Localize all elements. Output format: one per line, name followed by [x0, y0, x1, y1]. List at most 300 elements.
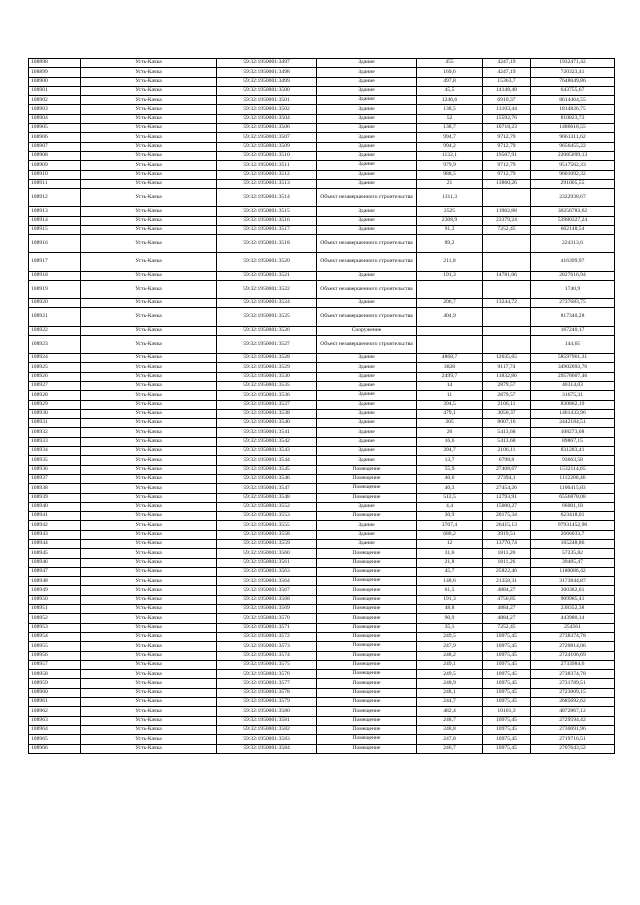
- row-number-cell: 108962: [29, 707, 81, 716]
- object-type-cell: Помещение: [317, 567, 417, 576]
- row-number-cell: 108926: [29, 372, 81, 381]
- cadastral-number-cell: 59:32:1950001:3582: [217, 725, 317, 734]
- area-cell: 249,5: [417, 632, 483, 641]
- table-row: [29, 725, 615, 734]
- row-number-cell: 108957: [29, 660, 81, 669]
- cadastral-value-cell: 89867,15: [531, 437, 615, 446]
- object-type-cell: Здание: [317, 391, 417, 400]
- object-type-cell: Здание: [317, 540, 417, 549]
- cadastral-number-cell: 59:32:1950001:3544: [217, 456, 317, 465]
- cadastral-value-cell: 1180086,42: [531, 567, 615, 576]
- cadastral-value-cell: 108273,68: [531, 428, 615, 437]
- area-cell: 1311,3: [417, 189, 483, 207]
- locality-cell: Усть-Качка: [81, 474, 217, 483]
- unit-cost-cell: 23379,24: [483, 216, 531, 225]
- area-cell: 35,1: [417, 623, 483, 632]
- area-cell: 512,5: [417, 493, 483, 502]
- row-number-cell: 108920: [29, 299, 81, 308]
- area-cell: 2308,9: [417, 216, 483, 225]
- table-row: [29, 114, 615, 123]
- table-row: [29, 189, 615, 207]
- row-number-cell: 108960: [29, 688, 81, 697]
- cadastral-number-cell: 59:32:1950001:3499: [217, 77, 317, 86]
- table-row: [29, 391, 615, 400]
- cadastral-value-cell: 1461433,96: [531, 409, 615, 418]
- object-type-cell: Помещение: [317, 558, 417, 567]
- object-type-cell: Объект незавершенного строительства: [317, 189, 417, 207]
- cadastral-value-cell: 2827616,94: [531, 271, 615, 280]
- area-cell: 994,2: [417, 142, 483, 151]
- area-cell: 249,5: [417, 670, 483, 679]
- locality-cell: Усть-Качка: [81, 105, 217, 114]
- cadastral-value-cell: 224313,6: [531, 235, 615, 253]
- row-number-cell: 108953: [29, 623, 81, 632]
- area-cell: 14: [417, 381, 483, 390]
- table-row: [29, 558, 615, 567]
- area-cell: 249,1: [417, 660, 483, 669]
- cadastral-value-cell: 1532114,65: [531, 465, 615, 474]
- cadastral-number-cell: 59:32:1950001:3515: [217, 207, 317, 216]
- cadastral-value-cell: 167240,17: [531, 326, 615, 335]
- unit-cost-cell: 20175,34: [483, 512, 531, 521]
- locality-cell: Усть-Качка: [81, 363, 217, 372]
- locality-cell: Усть-Качка: [81, 409, 217, 418]
- row-number-cell: 108958: [29, 670, 81, 679]
- row-number-cell: 108964: [29, 725, 81, 734]
- area-cell: 45,7: [417, 567, 483, 576]
- area-cell: 12: [417, 540, 483, 549]
- row-number-cell: 108954: [29, 632, 81, 641]
- cadastral-number-cell: 59:32:1950001:3527: [217, 335, 317, 353]
- unit-cost-cell: 25822,46: [483, 567, 531, 576]
- unit-cost-cell: 10718,23: [483, 124, 531, 133]
- table-row: [29, 207, 615, 216]
- cadastral-value-cell: 40314,03: [531, 381, 615, 390]
- unit-cost-cell: 2106,11: [483, 400, 531, 409]
- row-number-cell: 108899: [29, 68, 81, 77]
- area-cell: 89,2: [417, 235, 483, 253]
- table-row: [29, 308, 615, 326]
- table-row: [29, 540, 615, 549]
- cadastral-number-cell: 59:32:1950001:3578: [217, 688, 317, 697]
- unit-cost-cell: 10101,3: [483, 707, 531, 716]
- cadastral-value-cell: 2730691,96: [531, 725, 615, 734]
- table-row: [29, 86, 615, 95]
- locality-cell: Усть-Качка: [81, 632, 217, 641]
- cadastral-number-cell: 59:32:1950001:3525: [217, 308, 317, 326]
- cadastral-number-cell: 59:32:1950001:3520: [217, 253, 317, 271]
- unit-cost-cell: 10975,45: [483, 651, 531, 660]
- table-row: [29, 437, 615, 446]
- area-cell: 90,9: [417, 614, 483, 623]
- cadastral-value-cell: 238352,38: [531, 605, 615, 614]
- row-number-cell: 108904: [29, 114, 81, 123]
- row-number-cell: 108931: [29, 419, 81, 428]
- unit-cost-cell: [483, 253, 531, 271]
- cadastral-number-cell: 59:32:1950001:3526: [217, 326, 317, 335]
- area-cell: 169,6: [417, 68, 483, 77]
- table-row: [29, 679, 615, 688]
- object-type-cell: Помещение: [317, 465, 417, 474]
- table-row: [29, 400, 615, 409]
- area-cell: 305: [417, 419, 483, 428]
- table-row: [29, 179, 615, 188]
- cadastral-number-cell: 59:32:1950001:3546: [217, 474, 317, 483]
- cadastral-value-cell: 53980327,24: [531, 216, 615, 225]
- table-row: [29, 502, 615, 511]
- area-cell: 248,8: [417, 725, 483, 734]
- locality-cell: Усть-Качка: [81, 253, 217, 271]
- locality-cell: Усть-Качка: [81, 670, 217, 679]
- locality-cell: Усть-Качка: [81, 68, 217, 77]
- table-row: [29, 381, 615, 390]
- unit-cost-cell: 13770,74: [483, 540, 531, 549]
- cadastral-value-cell: 31675,31: [531, 391, 615, 400]
- locality-cell: Усть-Качка: [81, 326, 217, 335]
- locality-cell: Усть-Качка: [81, 170, 217, 179]
- table-row: [29, 253, 615, 271]
- row-number-cell: 108929: [29, 400, 81, 409]
- table-row: [29, 170, 615, 179]
- cadastral-value-cell: 8614464,55: [531, 96, 615, 105]
- unit-cost-cell: 8007,16: [483, 419, 531, 428]
- area-cell: 994,7: [417, 133, 483, 142]
- row-number-cell: 108912: [29, 189, 81, 207]
- object-type-cell: Помещение: [317, 614, 417, 623]
- cadastral-number-cell: 59:32:1950001:3514: [217, 189, 317, 207]
- locality-cell: Усть-Качка: [81, 77, 217, 86]
- table-row: [29, 521, 615, 530]
- cadastral-number-cell: 59:32:1950001:3547: [217, 484, 317, 493]
- area-cell: 244,7: [417, 698, 483, 707]
- row-number-cell: 108952: [29, 614, 81, 623]
- row-number-cell: 108917: [29, 253, 81, 271]
- locality-cell: Усть-Качка: [81, 707, 217, 716]
- row-number-cell: 108939: [29, 493, 81, 502]
- object-type-cell: Здание: [317, 530, 417, 539]
- locality-cell: Усть-Качка: [81, 744, 217, 753]
- locality-cell: Усть-Качка: [81, 465, 217, 474]
- object-type-cell: Здание: [317, 502, 417, 511]
- object-type-cell: Здание: [317, 151, 417, 160]
- object-type-cell: Помещение: [317, 725, 417, 734]
- locality-cell: Усть-Качка: [81, 271, 217, 280]
- table-row: [29, 151, 615, 160]
- cadastral-number-cell: 59:32:1950001:3569: [217, 605, 317, 614]
- unit-cost-cell: 4884,27: [483, 614, 531, 623]
- unit-cost-cell: 9712,79: [483, 170, 531, 179]
- cadastral-value-cell: 2442184,51: [531, 419, 615, 428]
- area-cell: 13,7: [417, 456, 483, 465]
- table-row: [29, 335, 615, 353]
- row-number-cell: 108900: [29, 77, 81, 86]
- table-row: [29, 530, 615, 539]
- cadastral-number-cell: 59:32:1950001:3579: [217, 698, 317, 707]
- locality-cell: Усть-Качка: [81, 512, 217, 521]
- locality-cell: Усть-Качка: [81, 521, 217, 530]
- cadastral-value-cell: 2322938,67: [531, 189, 615, 207]
- locality-cell: Усть-Качка: [81, 299, 217, 308]
- table-row: [29, 216, 615, 225]
- cadastral-number-cell: 59:32:1950001:3552: [217, 502, 317, 511]
- cadastral-number-cell: 59:32:1950001:3537: [217, 400, 317, 409]
- unit-cost-cell: 10975,45: [483, 632, 531, 641]
- area-cell: 479,1: [417, 409, 483, 418]
- locality-cell: Усть-Качка: [81, 484, 217, 493]
- table-row: [29, 567, 615, 576]
- object-type-cell: Помещение: [317, 735, 417, 744]
- cadastral-number-cell: 59:32:1950001:3563: [217, 567, 317, 576]
- object-type-cell: Здание: [317, 437, 417, 446]
- unit-cost-cell: 4247,19: [483, 59, 531, 68]
- cadastral-number-cell: 59:32:1950001:3501: [217, 96, 317, 105]
- unit-cost-cell: 9712,79: [483, 161, 531, 170]
- locality-cell: Усть-Качка: [81, 623, 217, 632]
- locality-cell: Усть-Качка: [81, 400, 217, 409]
- area-cell: 40,3: [417, 484, 483, 493]
- table-row: [29, 623, 615, 632]
- table-row: [29, 707, 615, 716]
- object-type-cell: Помещение: [317, 716, 417, 725]
- locality-cell: Усть-Качка: [81, 642, 217, 651]
- locality-cell: Усть-Качка: [81, 354, 217, 363]
- locality-cell: Усть-Качка: [81, 456, 217, 465]
- area-cell: 246,7: [417, 744, 483, 753]
- cadastral-number-cell: 59:32:1950001:3540: [217, 419, 317, 428]
- table-row: [29, 59, 615, 68]
- area-cell: 248,7: [417, 716, 483, 725]
- object-type-cell: Объект незавершенного строительства: [317, 335, 417, 353]
- object-type-cell: Здание: [317, 381, 417, 390]
- unit-cost-cell: 27408,67: [483, 465, 531, 474]
- object-type-cell: Здание: [317, 216, 417, 225]
- cadastral-number-cell: 59:32:1950001:3524: [217, 299, 317, 308]
- table-row: [29, 456, 615, 465]
- cadastral-number-cell: 59:32:1950001:3509: [217, 142, 317, 151]
- cadastral-number-cell: 59:32:1950001:3541: [217, 428, 317, 437]
- cadastral-value-cell: 144,65: [531, 335, 615, 353]
- object-type-cell: Здание: [317, 419, 417, 428]
- cadastral-value-cell: 831283,41: [531, 447, 615, 456]
- cadastral-value-cell: 58597961,31: [531, 354, 615, 363]
- object-type-cell: Здание: [317, 299, 417, 308]
- table-row: [29, 161, 615, 170]
- cadastral-value-cell: 2685692,62: [531, 698, 615, 707]
- locality-cell: Усть-Качка: [81, 698, 217, 707]
- cadastral-number-cell: 59:32:1950001:3575: [217, 660, 317, 669]
- area-cell: 680,2: [417, 530, 483, 539]
- row-number-cell: 108907: [29, 142, 81, 151]
- locality-cell: Усть-Качка: [81, 577, 217, 586]
- area-cell: 1246,6: [417, 96, 483, 105]
- object-type-cell: Помещение: [317, 642, 417, 651]
- locality-cell: Усть-Качка: [81, 735, 217, 744]
- locality-cell: Усть-Качка: [81, 280, 217, 298]
- table-row: [29, 698, 615, 707]
- table-row: [29, 549, 615, 558]
- cadastral-value-cell: 817340,28: [531, 308, 615, 326]
- locality-cell: Усть-Качка: [81, 660, 217, 669]
- area-cell: 979,9: [417, 161, 483, 170]
- unit-cost-cell: 4884,27: [483, 586, 531, 595]
- row-number-cell: 108947: [29, 567, 81, 576]
- cadastral-number-cell: 59:32:1950001:3576: [217, 670, 317, 679]
- object-type-cell: Здание: [317, 96, 417, 105]
- cadastral-number-cell: 59:32:1950001:3543: [217, 447, 317, 456]
- locality-cell: Усть-Качка: [81, 161, 217, 170]
- table-row: [29, 124, 615, 133]
- object-type-cell: Помещение: [317, 707, 417, 716]
- area-cell: 21,8: [417, 558, 483, 567]
- locality-cell: Усть-Качка: [81, 381, 217, 390]
- row-number-cell: 108911: [29, 179, 81, 188]
- area-cell: 45,5: [417, 86, 483, 95]
- unit-cost-cell: 26415,13: [483, 521, 531, 530]
- area-cell: 40,6: [417, 474, 483, 483]
- row-number-cell: 108913: [29, 207, 81, 216]
- cadastral-number-cell: 59:32:1950001:3511: [217, 161, 317, 170]
- area-cell: 404,9: [417, 308, 483, 326]
- locality-cell: Усть-Качка: [81, 335, 217, 353]
- cadastral-value-cell: 1106415,83: [531, 484, 615, 493]
- locality-cell: Усть-Качка: [81, 207, 217, 216]
- unit-cost-cell: 3050,37: [483, 409, 531, 418]
- table-row: [29, 133, 615, 142]
- unit-cost-cell: [483, 189, 531, 207]
- document-page: [28, 58, 614, 754]
- row-number-cell: 108928: [29, 391, 81, 400]
- unit-cost-cell: 2879,57: [483, 391, 531, 400]
- object-type-cell: Помещение: [317, 623, 417, 632]
- row-number-cell: 108930: [29, 409, 81, 418]
- unit-cost-cell: [483, 326, 531, 335]
- table-row: [29, 651, 615, 660]
- area-cell: 455: [417, 59, 483, 68]
- locality-cell: Усть-Качка: [81, 179, 217, 188]
- row-number-cell: 108933: [29, 437, 81, 446]
- locality-cell: Усть-Качка: [81, 502, 217, 511]
- unit-cost-cell: 5413,68: [483, 428, 531, 437]
- cadastral-value-cell: 2724106,69: [531, 651, 615, 660]
- area-cell: 21: [417, 179, 483, 188]
- unit-cost-cell: 14148,48: [483, 86, 531, 95]
- locality-cell: Усть-Качка: [81, 235, 217, 253]
- object-type-cell: Помещение: [317, 484, 417, 493]
- row-number-cell: 108948: [29, 577, 81, 586]
- area-cell: 248,1: [417, 688, 483, 697]
- object-type-cell: Помещение: [317, 698, 417, 707]
- area-cell: 4868,7: [417, 354, 483, 363]
- row-number-cell: 108937: [29, 474, 81, 483]
- area-cell: 20: [417, 428, 483, 437]
- cadastral-number-cell: 59:32:1950001:3512: [217, 170, 317, 179]
- unit-cost-cell: 10975,45: [483, 735, 531, 744]
- unit-cost-cell: 13103,44: [483, 105, 531, 114]
- unit-cost-cell: 12035,65: [483, 354, 531, 363]
- area-cell: 191,3: [417, 271, 483, 280]
- table-row: [29, 605, 615, 614]
- unit-cost-cell: 10975,45: [483, 716, 531, 725]
- cadastral-value-cell: 165248,86: [531, 540, 615, 549]
- row-number-cell: 108908: [29, 151, 81, 160]
- table-row: [29, 688, 615, 697]
- cadastral-number-cell: 59:32:1950001:3507: [217, 133, 317, 142]
- table-row: [29, 744, 615, 753]
- area-cell: 52: [417, 114, 483, 123]
- unit-cost-cell: 11832,86: [483, 372, 531, 381]
- unit-cost-cell: 10975,45: [483, 642, 531, 651]
- object-type-cell: Помещение: [317, 595, 417, 604]
- cadastral-number-cell: 59:32:1950001:3553: [217, 512, 317, 521]
- area-cell: 148,6: [417, 577, 483, 586]
- cadastral-number-cell: 59:32:1950001:3521: [217, 271, 317, 280]
- cadastral-value-cell: 254561: [531, 623, 615, 632]
- row-number-cell: 108909: [29, 161, 81, 170]
- cadastral-number-cell: 59:32:1950001:3504: [217, 114, 317, 123]
- area-cell: [417, 335, 483, 353]
- object-type-cell: Здание: [317, 271, 417, 280]
- unit-cost-cell: 15000,27: [483, 502, 531, 511]
- unit-cost-cell: 10975,45: [483, 698, 531, 707]
- locality-cell: Усть-Качка: [81, 716, 217, 725]
- cadastral-number-cell: 59:32:1950001:3572: [217, 632, 317, 641]
- cadastral-number-cell: 59:32:1950001:3561: [217, 558, 317, 567]
- area-cell: 31,6: [417, 549, 483, 558]
- cadastral-value-cell: 662148,54: [531, 225, 615, 234]
- cadastral-value-cell: 2737683,75: [531, 299, 615, 308]
- row-number-cell: 108956: [29, 651, 81, 660]
- area-cell: 2499,7: [417, 372, 483, 381]
- cadastral-value-cell: 810823,73: [531, 114, 615, 123]
- cadastral-number-cell: 59:32:1950001:3518: [217, 235, 317, 253]
- object-type-cell: Здание: [317, 400, 417, 409]
- object-type-cell: Помещение: [317, 549, 417, 558]
- object-type-cell: Здание: [317, 363, 417, 372]
- locality-cell: Усть-Качка: [81, 651, 217, 660]
- row-number-cell: 108932: [29, 428, 81, 437]
- table-row: [29, 280, 615, 298]
- unit-cost-cell: 1811,26: [483, 549, 531, 558]
- cadastral-number-cell: 59:32:1950001:3510: [217, 151, 317, 160]
- locality-cell: Усть-Качка: [81, 114, 217, 123]
- row-number-cell: 108949: [29, 586, 81, 595]
- cadastral-value-cell: 9517562,33: [531, 161, 615, 170]
- area-cell: 248,9: [417, 679, 483, 688]
- row-number-cell: 108950: [29, 595, 81, 604]
- unit-cost-cell: 5413,68: [483, 437, 531, 446]
- locality-cell: Усть-Качка: [81, 59, 217, 68]
- object-type-cell: Здание: [317, 77, 417, 86]
- table-row: [29, 363, 615, 372]
- area-cell: 55,9: [417, 465, 483, 474]
- unit-cost-cell: 27394,1: [483, 474, 531, 483]
- row-number-cell: 108919: [29, 280, 81, 298]
- table-row: [29, 372, 615, 381]
- cadastral-number-cell: 59:32:1950001:3506: [217, 124, 317, 133]
- object-type-cell: Здание: [317, 428, 417, 437]
- object-type-cell: Здание: [317, 105, 417, 114]
- row-number-cell: 108923: [29, 335, 81, 353]
- row-number-cell: 108915: [29, 225, 81, 234]
- table-row: [29, 354, 615, 363]
- object-type-cell: Здание: [317, 68, 417, 77]
- locality-cell: Усть-Качка: [81, 225, 217, 234]
- cadastral-number-cell: 59:32:1950001:3535: [217, 381, 317, 390]
- area-cell: 394,5: [417, 400, 483, 409]
- area-cell: [417, 280, 483, 298]
- object-type-cell: Помещение: [317, 577, 417, 586]
- table-row: [29, 595, 615, 604]
